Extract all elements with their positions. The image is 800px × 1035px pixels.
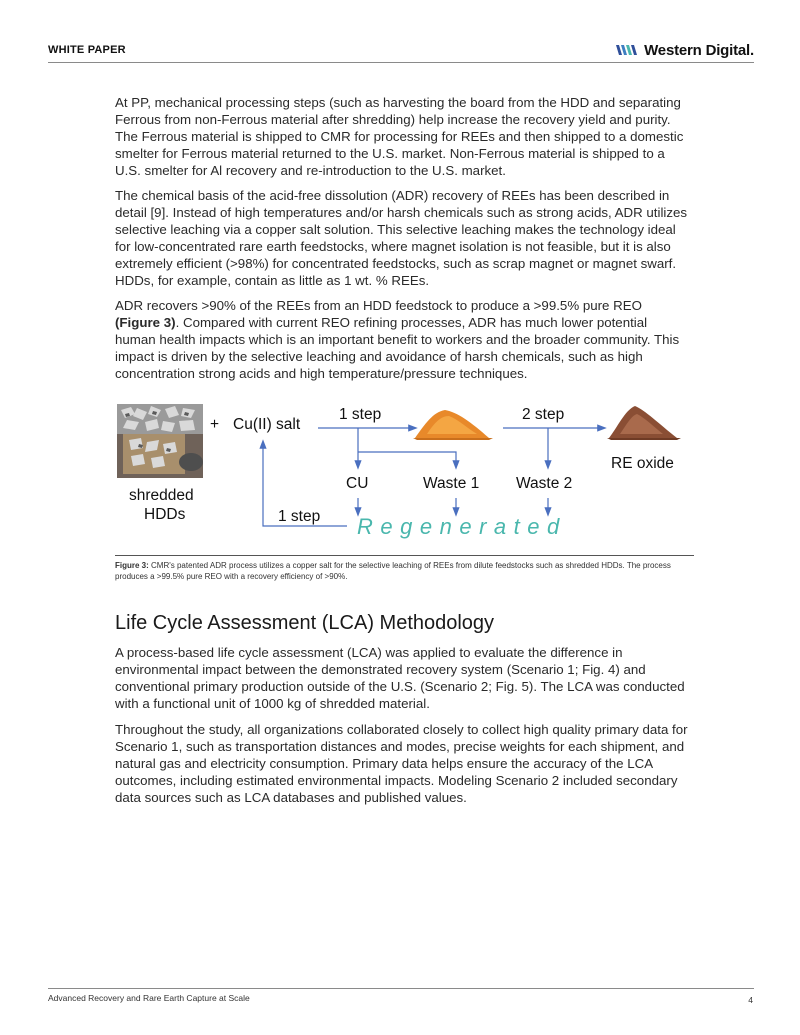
paragraph-text-end: . Compared with current REO refining processes, ADR has much lower potential human health impacts which is an important benefit to workers and the broader community. This impact is driven by the selective leaching and avoidance of harsh chemicals, such as high concentration strong acids and high temperature/pressure techniques. [115,315,680,381]
hdds-label: HDDs [144,506,186,523]
paragraph-lca-data [115,721,690,815]
figure-divider [115,555,694,556]
figure-caption [115,560,690,582]
adr-process-figure [115,400,695,550]
paragraph-text: A process-based life cycle assessment (LCA) was applied to evaluate the difference in environmental impact between the demonstrated recovery system (Scenario 1; Fig. 4) and conventional primary production outside of the U.S. (Scenario 2; Fig. 5). The LCA was conducted with a functional unit of 1000 kg of shredded material. [115,645,685,711]
header-divider [48,62,754,63]
western-digital-logo-icon [616,43,640,57]
page-number: 4 [748,995,753,1005]
orange-powder-icon [413,410,493,440]
footer-divider [48,988,754,989]
western-digital-logo [616,40,754,60]
caption-text: CMR's patented ADR process utilizes a copper salt for the selective leaching of REEs from dilute feedstocks such as shredded HDDs. The process produces a >99.5% pure REO with a recovery efficiency of >90%. [115,561,671,581]
waste2-label: Waste 2 [516,475,573,492]
footer-title: Advanced Recovery and Rare Earth Capture at Scale [48,993,250,1003]
logo-text: Western Digital. [644,41,754,59]
paragraph-text [115,297,690,382]
paragraph-text: At PP, mechanical processing steps (such as harvesting the board from the HDD and separating Ferrous from non-Ferrous material after shredding) help increase the recovery yield and purity. The Ferrous material is shipped to CMR for processing for REEs and then shipped to a domestic smelter for Ferrous material returned to the U.S. market. Non-Ferrous material is shipped to a U.S. smelter for Al recovery and re-introduction to the U.S. market. [115,95,684,178]
plus-sign: + [210,416,220,433]
waste1-label: Waste 1 [423,475,480,492]
paragraph-text: Throughout the study, all organizations collaborated closely to collect high quality primary data for Scenario 1, such as transportation distances and modes, precise weights for each shipment, and natural gas and electricity consumption. Primary data helps ensure the accuracy of the LCA outcomes, including estimated environmental impacts. Modeling Scenario 2 included secondary data sources such as LCA databases and published values. [115,722,688,805]
figure-reference: (Figure 3) [115,315,176,330]
step2-top-label: 2 step [522,406,565,423]
paragraph-text: The chemical basis of the acid-free dissolution (ADR) recovery of REEs has been described in detail [9]. Instead of high temperatures and/or harsh chemicals such as strong acids, ADR utilizes selective leaching via a copper salt solution. This selective leaching makes the technology ideal for low-concentrated rare earth feedstocks, where magnet isolation is not feasible, but it is also extremely efficient (>98%) for concentrated feedstocks, such as scrap magnet or magnet swarf. HDDs, for example, contain as little as 1 wt. % REEs. [115,188,688,288]
re-oxide-label: RE oxide [611,455,674,472]
paragraph-adr-recovery [115,297,690,391]
document-type-label: WHITE PAPER [48,44,126,56]
brown-powder-icon [607,406,681,440]
caption-label: Figure 3: [115,561,149,570]
paragraph-lca-method [115,644,690,721]
cu-label: CU [346,475,369,492]
regenerated-label: Regenerated [357,514,567,539]
paragraph-adr-chemistry [115,187,690,298]
step1-bottom-label: 1 step [278,508,321,525]
section-heading: Life Cycle Assessment (LCA) Methodology [115,612,495,634]
shredded-label: shredded [129,487,194,504]
step1-top-label: 1 step [339,406,382,423]
paragraph-text-start: ADR recovers >90% of the REEs from an HDD feedstock to produce a >99.5% pure REO [115,298,642,313]
cu-salt-label: Cu(II) salt [233,416,301,433]
paragraph-processing [115,94,690,188]
